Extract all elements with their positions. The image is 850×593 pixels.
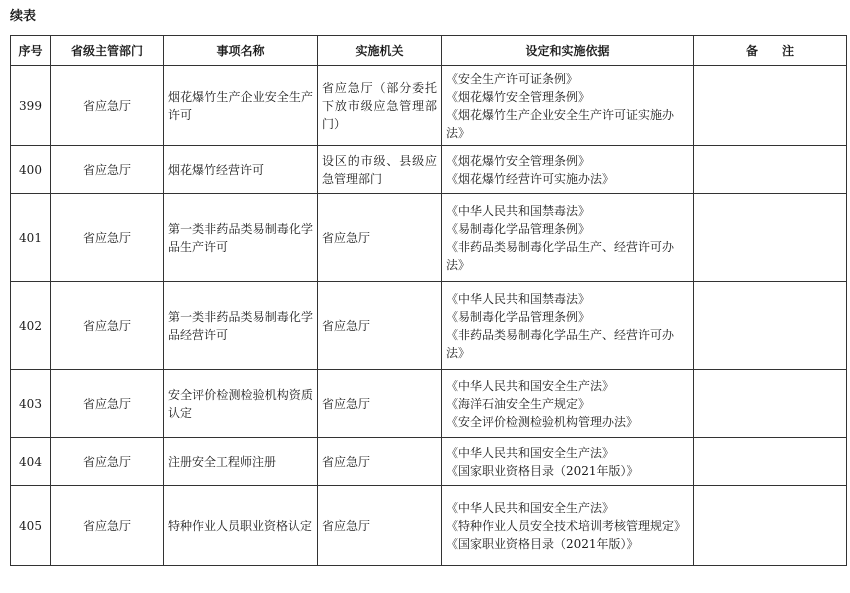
table-row xyxy=(11,486,847,566)
legal-basis-entry: 《易制毒化学品管理条例》 xyxy=(446,221,591,236)
cell-department: 省应急厅 xyxy=(51,486,164,566)
cell-implementing-agency: 省应急厅 xyxy=(318,370,442,438)
cell-number: 401 xyxy=(11,194,51,282)
cell-item-name: 特种作业人员职业资格认定 xyxy=(164,486,318,566)
cell-item-name: 注册安全工程师注册 xyxy=(164,438,318,486)
table-header-row xyxy=(11,36,847,66)
table-row xyxy=(11,282,847,370)
cell-remarks xyxy=(694,282,847,370)
header-dept: 省级主管部门 xyxy=(51,36,164,66)
legal-basis-entry: 《中华人民共和国安全生产法》 xyxy=(446,500,615,515)
legal-basis-entry: 《中华人民共和国安全生产法》 xyxy=(446,378,615,393)
cell-item-name: 第一类非药品类易制毒化学品经营许可 xyxy=(164,282,318,370)
legal-basis-entry: 《易制毒化学品管理条例》 xyxy=(446,309,591,324)
cell-department: 省应急厅 xyxy=(51,438,164,486)
table-body xyxy=(11,66,847,566)
table-row xyxy=(11,370,847,438)
cell-number: 403 xyxy=(11,370,51,438)
cell-legal-basis xyxy=(442,146,694,194)
cell-implementing-agency: 省应急厅 xyxy=(318,438,442,486)
legal-basis-entry: 《国家职业资格目录（2021年版）》 xyxy=(446,536,639,551)
header-org: 实施机关 xyxy=(318,36,442,66)
legal-basis-entry: 《烟花爆竹经营许可实施办法》 xyxy=(446,171,615,186)
table-row xyxy=(11,66,847,146)
cell-legal-basis xyxy=(442,486,694,566)
cell-department: 省应急厅 xyxy=(51,66,164,146)
legal-basis-entry: 《烟花爆竹安全管理条例》 xyxy=(446,89,591,104)
legal-basis-entry: 《安全评价检测检验机构管理办法》 xyxy=(446,414,639,429)
legal-basis-entry: 《中华人民共和国禁毒法》 xyxy=(446,291,591,306)
legal-basis-entry: 《中华人民共和国安全生产法》 xyxy=(446,445,615,460)
legal-basis-entry: 《中华人民共和国禁毒法》 xyxy=(446,203,591,218)
header-basis: 设定和实施依据 xyxy=(442,36,694,66)
cell-number: 405 xyxy=(11,486,51,566)
cell-department: 省应急厅 xyxy=(51,194,164,282)
cell-implementing-agency: 省应急厅 xyxy=(318,194,442,282)
cell-department: 省应急厅 xyxy=(51,146,164,194)
cell-number: 404 xyxy=(11,438,51,486)
cell-remarks xyxy=(694,194,847,282)
cell-legal-basis xyxy=(442,66,694,146)
legal-basis-entry: 《烟花爆竹生产企业安全生产许可证实施办法》 xyxy=(446,107,675,140)
legal-basis-entry: 《非药品类易制毒化学品生产、经营许可办法》 xyxy=(446,239,675,272)
legal-basis-entry: 《特种作业人员安全技术培训考核管理规定》 xyxy=(446,518,687,533)
licensing-items-table xyxy=(10,35,847,566)
legal-basis-entry: 《非药品类易制毒化学品生产、经营许可办法》 xyxy=(446,327,675,360)
cell-legal-basis xyxy=(442,282,694,370)
legal-basis-entry: 《海洋石油安全生产规定》 xyxy=(446,396,591,411)
table-caption: 续表 xyxy=(10,9,37,24)
cell-implementing-agency: 省应急厅（部分委托下放市级应急管理部门） xyxy=(318,66,442,146)
header-num: 序号 xyxy=(11,36,51,66)
cell-item-name: 烟花爆竹经营许可 xyxy=(164,146,318,194)
table-row xyxy=(11,194,847,282)
legal-basis-entry: 《烟花爆竹安全管理条例》 xyxy=(446,153,591,168)
legal-basis-entry: 《安全生产许可证条例》 xyxy=(446,71,579,86)
cell-remarks xyxy=(694,486,847,566)
cell-implementing-agency: 设区的市级、县级应急管理部门 xyxy=(318,146,442,194)
cell-department: 省应急厅 xyxy=(51,282,164,370)
cell-implementing-agency: 省应急厅 xyxy=(318,282,442,370)
cell-legal-basis xyxy=(442,370,694,438)
cell-remarks xyxy=(694,66,847,146)
cell-item-name: 第一类非药品类易制毒化学品生产许可 xyxy=(164,194,318,282)
cell-legal-basis xyxy=(442,438,694,486)
cell-number: 399 xyxy=(11,66,51,146)
header-name: 事项名称 xyxy=(164,36,318,66)
header-note: 备 注 xyxy=(694,36,847,66)
cell-number: 402 xyxy=(11,282,51,370)
cell-department: 省应急厅 xyxy=(51,370,164,438)
cell-item-name: 安全评价检测检验机构资质认定 xyxy=(164,370,318,438)
cell-number: 400 xyxy=(11,146,51,194)
legal-basis-entry: 《国家职业资格目录（2021年版）》 xyxy=(446,463,639,478)
table-row xyxy=(11,438,847,486)
cell-remarks xyxy=(694,146,847,194)
table-row xyxy=(11,146,847,194)
cell-item-name: 烟花爆竹生产企业安全生产许可 xyxy=(164,66,318,146)
cell-implementing-agency: 省应急厅 xyxy=(318,486,442,566)
cell-legal-basis xyxy=(442,194,694,282)
cell-remarks xyxy=(694,370,847,438)
cell-remarks xyxy=(694,438,847,486)
